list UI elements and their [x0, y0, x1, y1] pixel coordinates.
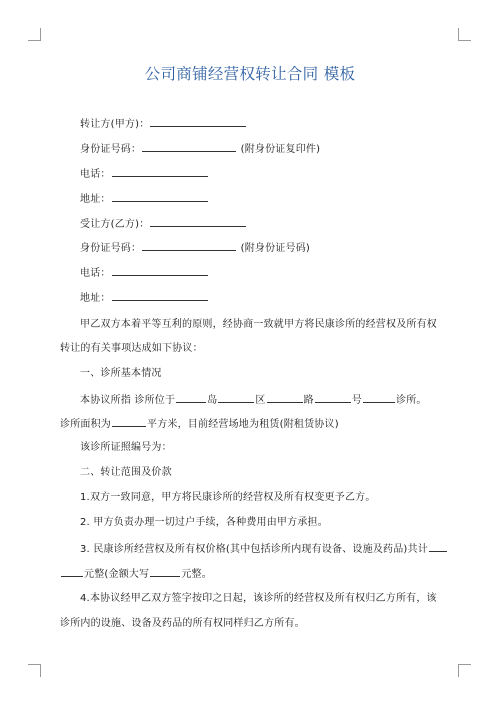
party-b-phone-blank[interactable] — [112, 265, 208, 276]
crop-mark-bottom-left — [28, 664, 41, 677]
clinic-location-suffix: 诊所。 — [396, 395, 427, 406]
party-b-address-blank[interactable] — [112, 290, 208, 301]
party-a-id-note: (附身份证复印件) — [240, 144, 321, 155]
party-a-id-blank[interactable] — [142, 141, 236, 152]
area-blank[interactable] — [112, 416, 146, 427]
clinic-area-line — [60, 416, 339, 432]
party-a-phone-label: 电话： — [80, 169, 111, 180]
number-blank[interactable] — [315, 392, 351, 403]
party-a-phone-blank[interactable] — [112, 166, 208, 177]
clinic-location-prefix: 本协议所指 诊所位于 — [80, 395, 176, 406]
party-a-address-line — [80, 191, 209, 207]
crop-mark-top-left — [28, 28, 41, 41]
transferor-label: 转让方(甲方)： — [80, 119, 150, 130]
party-b-address-line — [80, 290, 209, 306]
island-label: 岛 — [207, 395, 218, 406]
amount-in-words-blank[interactable] — [150, 566, 180, 577]
road-label: 路 — [303, 395, 314, 406]
license-line: 该诊所证照编号为： — [80, 442, 172, 453]
clinic-location-line — [80, 392, 427, 408]
transferee-label: 受让方(乙方)： — [80, 219, 150, 230]
party-b-address-label: 地址： — [80, 293, 111, 304]
clause-4-line-2: 诊所内的设施、设备及药品的所有权同样归乙方所有。 — [60, 618, 305, 629]
clause-3-amount-unit: 元整(金额大写 — [84, 569, 150, 580]
clause-2: 2. 甲方负责办理一切过户手续，各种费用由甲方承担。 — [80, 517, 328, 528]
party-a-id-line — [80, 141, 320, 157]
document-title: 公司商铺经营权转让合同 模板 — [144, 65, 356, 83]
total-price-blank-a[interactable] — [429, 541, 447, 552]
section-1-heading: 一、诊所基本情况 — [80, 368, 162, 379]
district-label: 区 — [255, 395, 266, 406]
party-b-phone-label: 电话： — [80, 268, 111, 279]
clinic-area-unit: 平方米，目前经营场地为租赁(附租赁协议) — [147, 419, 339, 430]
party-a-phone-line — [80, 166, 209, 182]
clause-1: 1.双方一致同意，甲方将民康诊所的经营权及所有权变更予乙方。 — [80, 492, 376, 503]
party-b-id-label: 身份证号码： — [80, 243, 142, 254]
total-price-blank-b[interactable] — [61, 566, 83, 577]
party-b-id-blank[interactable] — [142, 240, 236, 251]
preamble-line-1: 甲乙双方本着平等互利的原则，经协商一致就甲方将民康诊所的经营权及所有权 — [80, 319, 437, 330]
island-blank[interactable] — [176, 392, 206, 403]
crop-mark-bottom-right — [458, 664, 471, 677]
transferee-blank[interactable] — [150, 216, 246, 227]
transferor-line — [80, 116, 247, 132]
preamble-line-2: 转让的有关事项达成如下协议： — [60, 343, 203, 354]
district-blank[interactable] — [218, 392, 254, 403]
transferee-line — [80, 216, 247, 232]
party-a-id-label: 身份证号码： — [80, 144, 142, 155]
number-label: 号 — [351, 395, 362, 406]
transferor-blank[interactable] — [150, 116, 246, 127]
party-b-id-note: (附身份证号码) — [240, 243, 310, 254]
clinic-name-blank[interactable] — [363, 392, 395, 403]
clinic-area-prefix: 诊所面积为 — [60, 419, 111, 430]
party-a-address-label: 地址： — [80, 194, 111, 205]
crop-mark-top-right — [458, 28, 471, 41]
party-a-address-blank[interactable] — [112, 191, 208, 202]
section-2-heading: 二、转让范围及价款 — [80, 467, 172, 478]
clause-3-amount-suffix: 元整。 — [181, 569, 212, 580]
clause-4-line-1: 4.本协议经甲乙双方签字按印之日起，该诊所的经营权及所有权归乙方所有，该 — [80, 593, 437, 604]
road-blank[interactable] — [267, 392, 303, 403]
clause-3-line-1 — [80, 541, 448, 557]
party-b-phone-line — [80, 265, 209, 281]
clause-3-text: 3. 民康诊所经营权及所有权价格(其中包括诊所内现有设备、设施及药品)共计 — [80, 544, 428, 555]
party-b-id-line — [80, 240, 310, 256]
clause-3-line-2 — [60, 566, 212, 582]
